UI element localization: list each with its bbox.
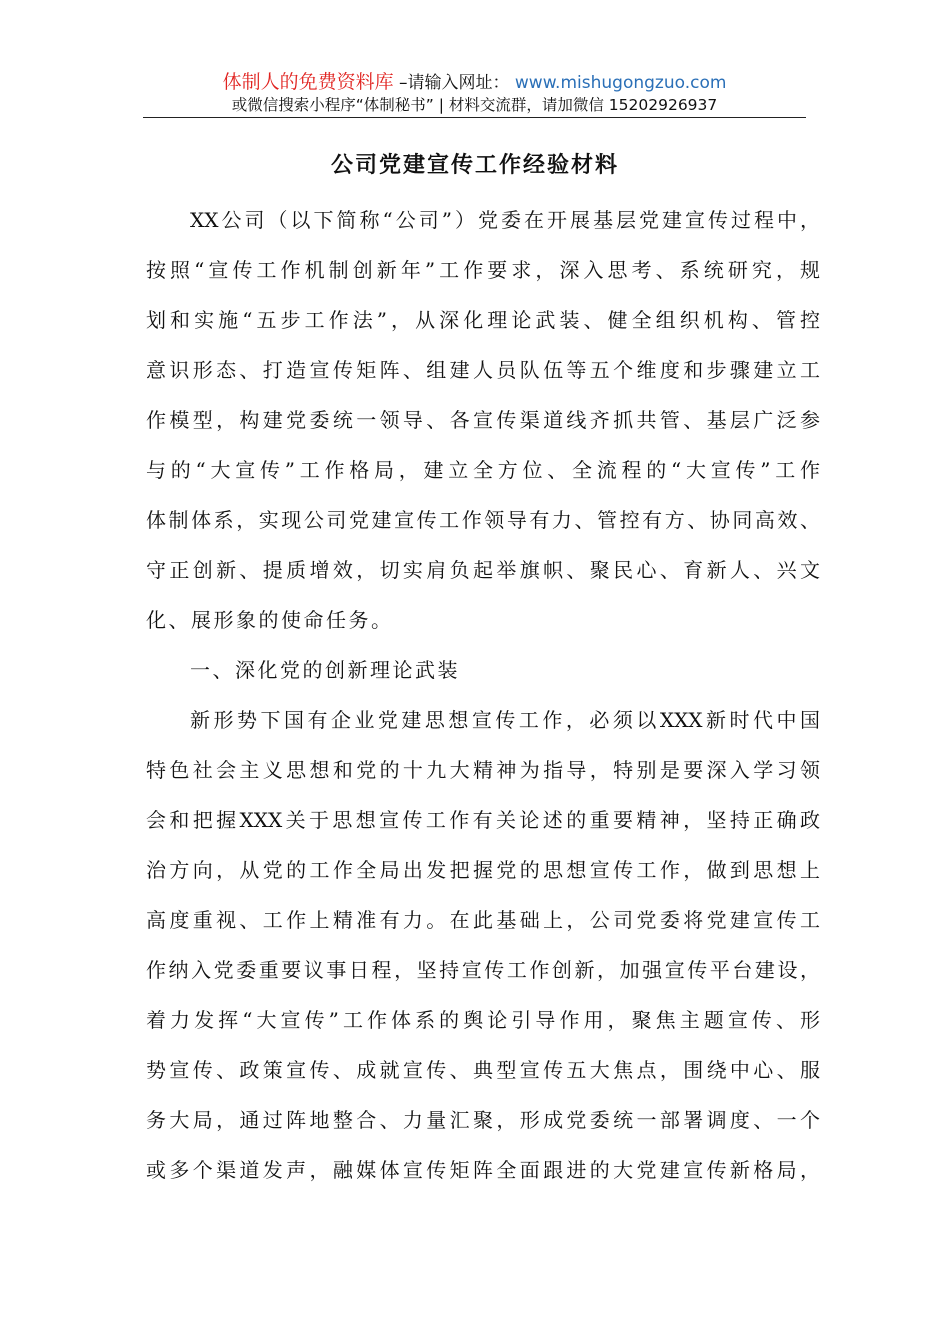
document-body [146,203,820,1203]
paragraph-line: 高度重视、工作上精准有力。在此基础上，公司党委将党建宣传工 [146,908,820,932]
paragraph-line: 作纳入党委重要议事日程，坚持宣传工作创新，加强宣传平台建设， [146,958,820,982]
paragraph-line: 意识形态、打造宣传矩阵、组建人员队伍等五个维度和步骤建立工 [146,358,820,382]
paragraph-line: 与的“大宣传”工作格局，建立全方位、全流程的“大宣传”工作 [146,458,820,482]
header-banner [143,70,806,95]
brand-name: 体制人的免费资料库 [222,71,394,93]
paragraph-line: 新形势下国有企业党建思想宣传工作，必须以XXX新时代中国 [190,708,820,732]
paragraph-line: 势宣传、政策宣传、成就宣传、典型宣传五大焦点，围绕中心、服 [146,1058,820,1082]
website-link[interactable]: www.mishugongzuo.com [514,73,727,93]
document-title: 公司党建宣传工作经验材料 [330,152,619,178]
paragraph-line: XX公司（以下简称“公司”）党委在开展基层党建宣传过程中， [190,208,820,232]
paragraph-line: 务大局，通过阵地整合、力量汇聚，形成党委统一部署调度、一个 [146,1108,820,1132]
paragraph-line: 作模型，构建党委统一领导、各宣传渠道线齐抓共管、基层广泛参 [146,408,820,432]
paragraph-line: 按照“宣传工作机制创新年”工作要求，深入思考、系统研究，规 [146,258,820,282]
paragraph-line: 守正创新、提质增效，切实肩负起举旗帜、聚民心、育新人、兴文 [146,558,820,582]
paragraph-line: 或多个渠道发声，融媒体宣传矩阵全面跟进的大党建宣传新格局， [146,1158,820,1182]
paragraph-line: 会和把握XXX关于思想宣传工作有关论述的重要精神，坚持正确政 [146,808,820,832]
paragraph-line: 治方向，从党的工作全局出发把握党的思想宣传工作，做到思想上 [146,858,820,882]
url-prompt: –请输入网址： [399,73,510,93]
paragraph-line: 划和实施“五步工作法”，从深化理论武装、健全组织机构、管控 [146,308,820,332]
section-heading: 一、深化党的创新理论武装 [190,658,460,682]
paragraph-line: 体制体系，实现公司党建宣传工作领导有力、管控有方、协同高效、 [146,508,820,532]
paragraph-line: 着力发挥“大宣传”工作体系的舆论引导作用，聚焦主题宣传、形 [146,1008,820,1032]
paragraph-line: 特色社会主义思想和党的十九大精神为指导，特别是要深入学习领 [146,758,820,782]
header-divider [143,117,806,118]
header-contact: 或微信搜索小程序“体制秘书” | 材料交流群，请加微信 15202926937 [231,96,718,114]
paragraph-line: 化、展形象的使命任务。 [146,608,394,632]
